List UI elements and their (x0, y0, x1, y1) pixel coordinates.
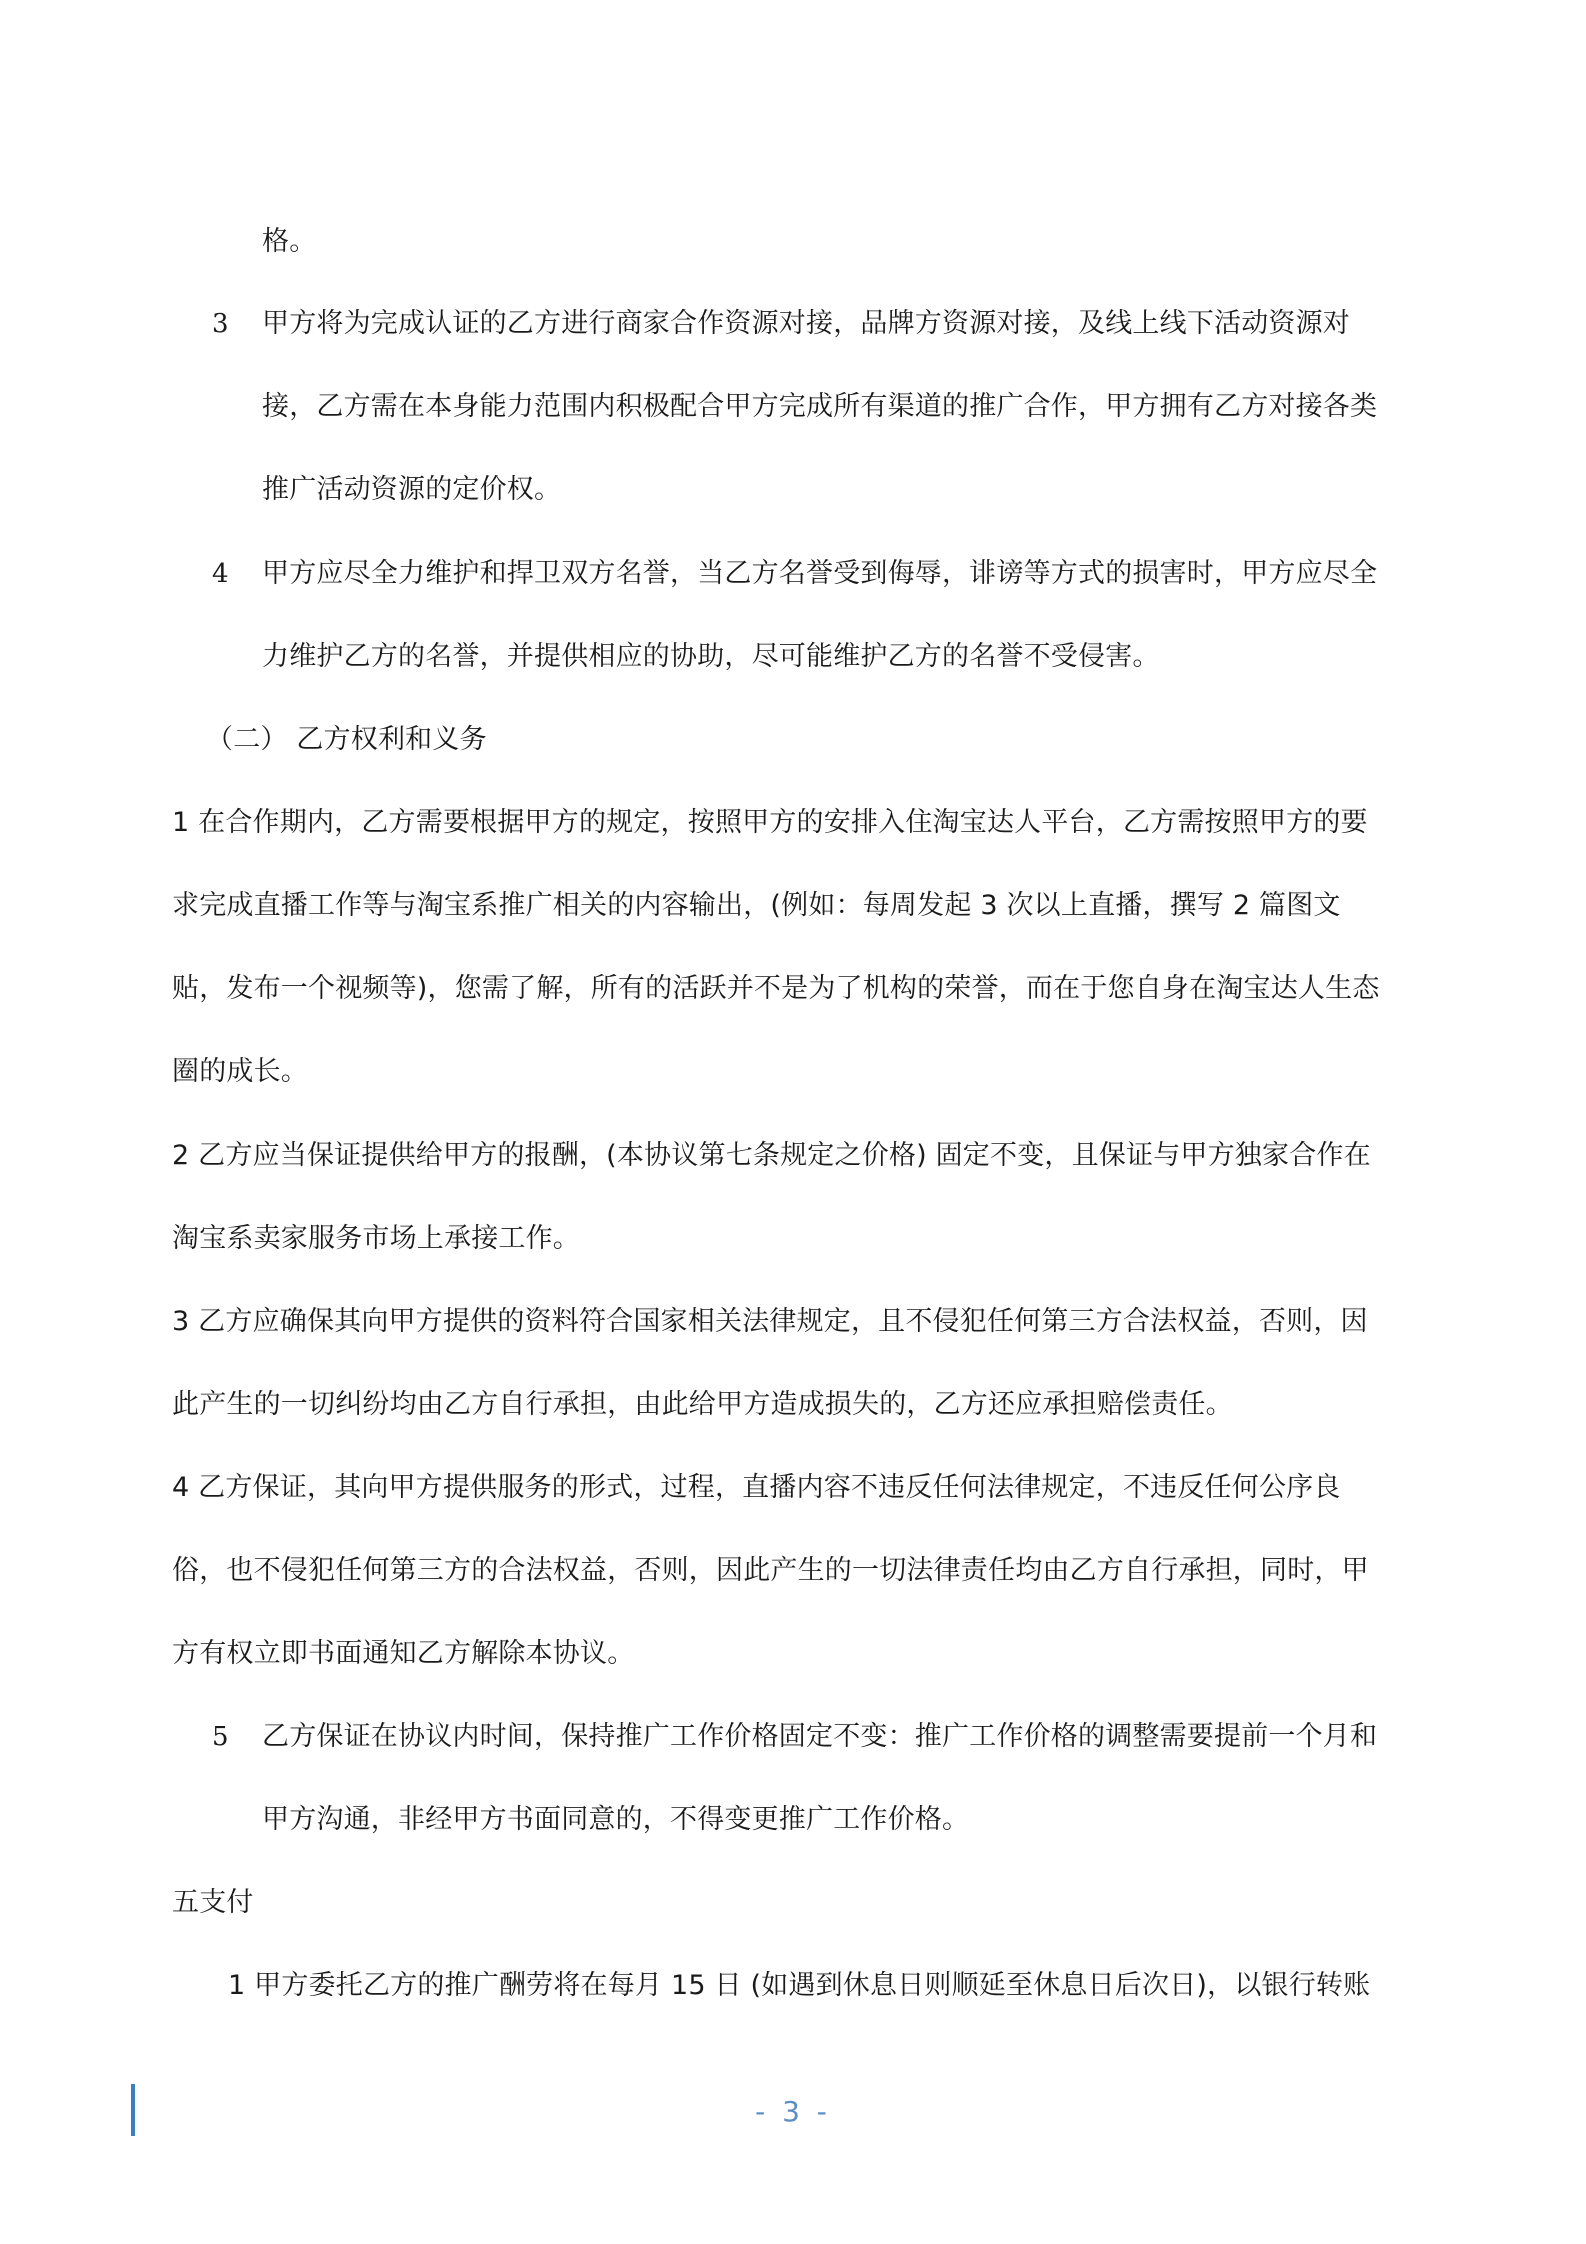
text-line: 乙方保证在协议内时间，保持推广工作价格固定不变：推广工作价格的调整需要提前一个月和 (262, 1721, 1378, 1752)
section-heading: 五支付 (172, 1887, 254, 1918)
text-line: 圈的成长。 (172, 1056, 308, 1087)
item-number: 4 (212, 559, 229, 589)
text-line: 甲方将为完成认证的乙方进行商家合作资源对接，品牌方资源对接，及线上线下活动资源对 (262, 308, 1350, 339)
text-line: 4 乙方保证，其向甲方提供服务的形式，过程，直播内容不违反任何法律规定，不违反任何公序良 (172, 1472, 1341, 1503)
item-number: 3 (212, 309, 229, 339)
text-line: 接，乙方需在本身能力范围内积极配合甲方完成所有渠道的推广合作，甲方拥有乙方对接各类 (262, 391, 1378, 422)
text-line: 淘宝系卖家服务市场上承接工作。 (172, 1223, 580, 1254)
text-line: 格。 (262, 226, 317, 257)
text-line: 求完成直播工作等与淘宝系推广相关的内容输出，(例如：每周发起 3 次以上直播，撰写 2 篇图文 (172, 890, 1341, 921)
text-line: 甲方沟通，非经甲方书面同意的，不得变更推广工作价格。 (262, 1804, 970, 1835)
text-line: 贴，发布一个视频等)，您需了解，所有的活跃并不是为了机构的荣誉，而在于您自身在淘宝达人生态 (172, 973, 1380, 1004)
text-line: 1 在合作期内，乙方需要根据甲方的规定，按照甲方的安排入住淘宝达人平台，乙方需按照甲方的要 (172, 807, 1368, 838)
text-line: 力维护乙方的名誉，并提供相应的协助，尽可能维护乙方的名誉不受侵害。 (262, 641, 1160, 672)
text-line: 1 甲方委托乙方的推广酬劳将在每月 15 日 (如遇到休息日则顺延至休息日后次日)，以银行转账 (228, 1970, 1371, 2001)
text-line: 甲方应尽全力维护和捍卫双方名誉，当乙方名誉受到侮辱，诽谤等方式的损害时，甲方应尽全 (262, 558, 1378, 589)
section-heading: （二） 乙方权利和义务 (206, 724, 487, 755)
text-line: 此产生的一切纠纷均由乙方自行承担，由此给甲方造成损失的，乙方还应承担赔偿责任。 (172, 1389, 1233, 1420)
page-number: - 3 - (755, 2095, 831, 2128)
item-number: 5 (212, 1722, 229, 1752)
text-line: 俗，也不侵犯任何第三方的合法权益，否则，因此产生的一切法律责任均由乙方自行承担，同时，甲 (172, 1555, 1369, 1586)
footer-accent-bar (131, 2084, 135, 2136)
text-line: 3 乙方应确保其向甲方提供的资料符合国家相关法律规定，且不侵犯任何第三方合法权益，否则，因 (172, 1306, 1368, 1337)
text-line: 方有权立即书面通知乙方解除本协议。 (172, 1638, 635, 1669)
text-line: 推广活动资源的定价权。 (262, 474, 562, 505)
text-line: 2 乙方应当保证提供给甲方的报酬，(本协议第七条规定之价格) 固定不变，且保证与甲方独家合作在 (172, 1140, 1371, 1171)
